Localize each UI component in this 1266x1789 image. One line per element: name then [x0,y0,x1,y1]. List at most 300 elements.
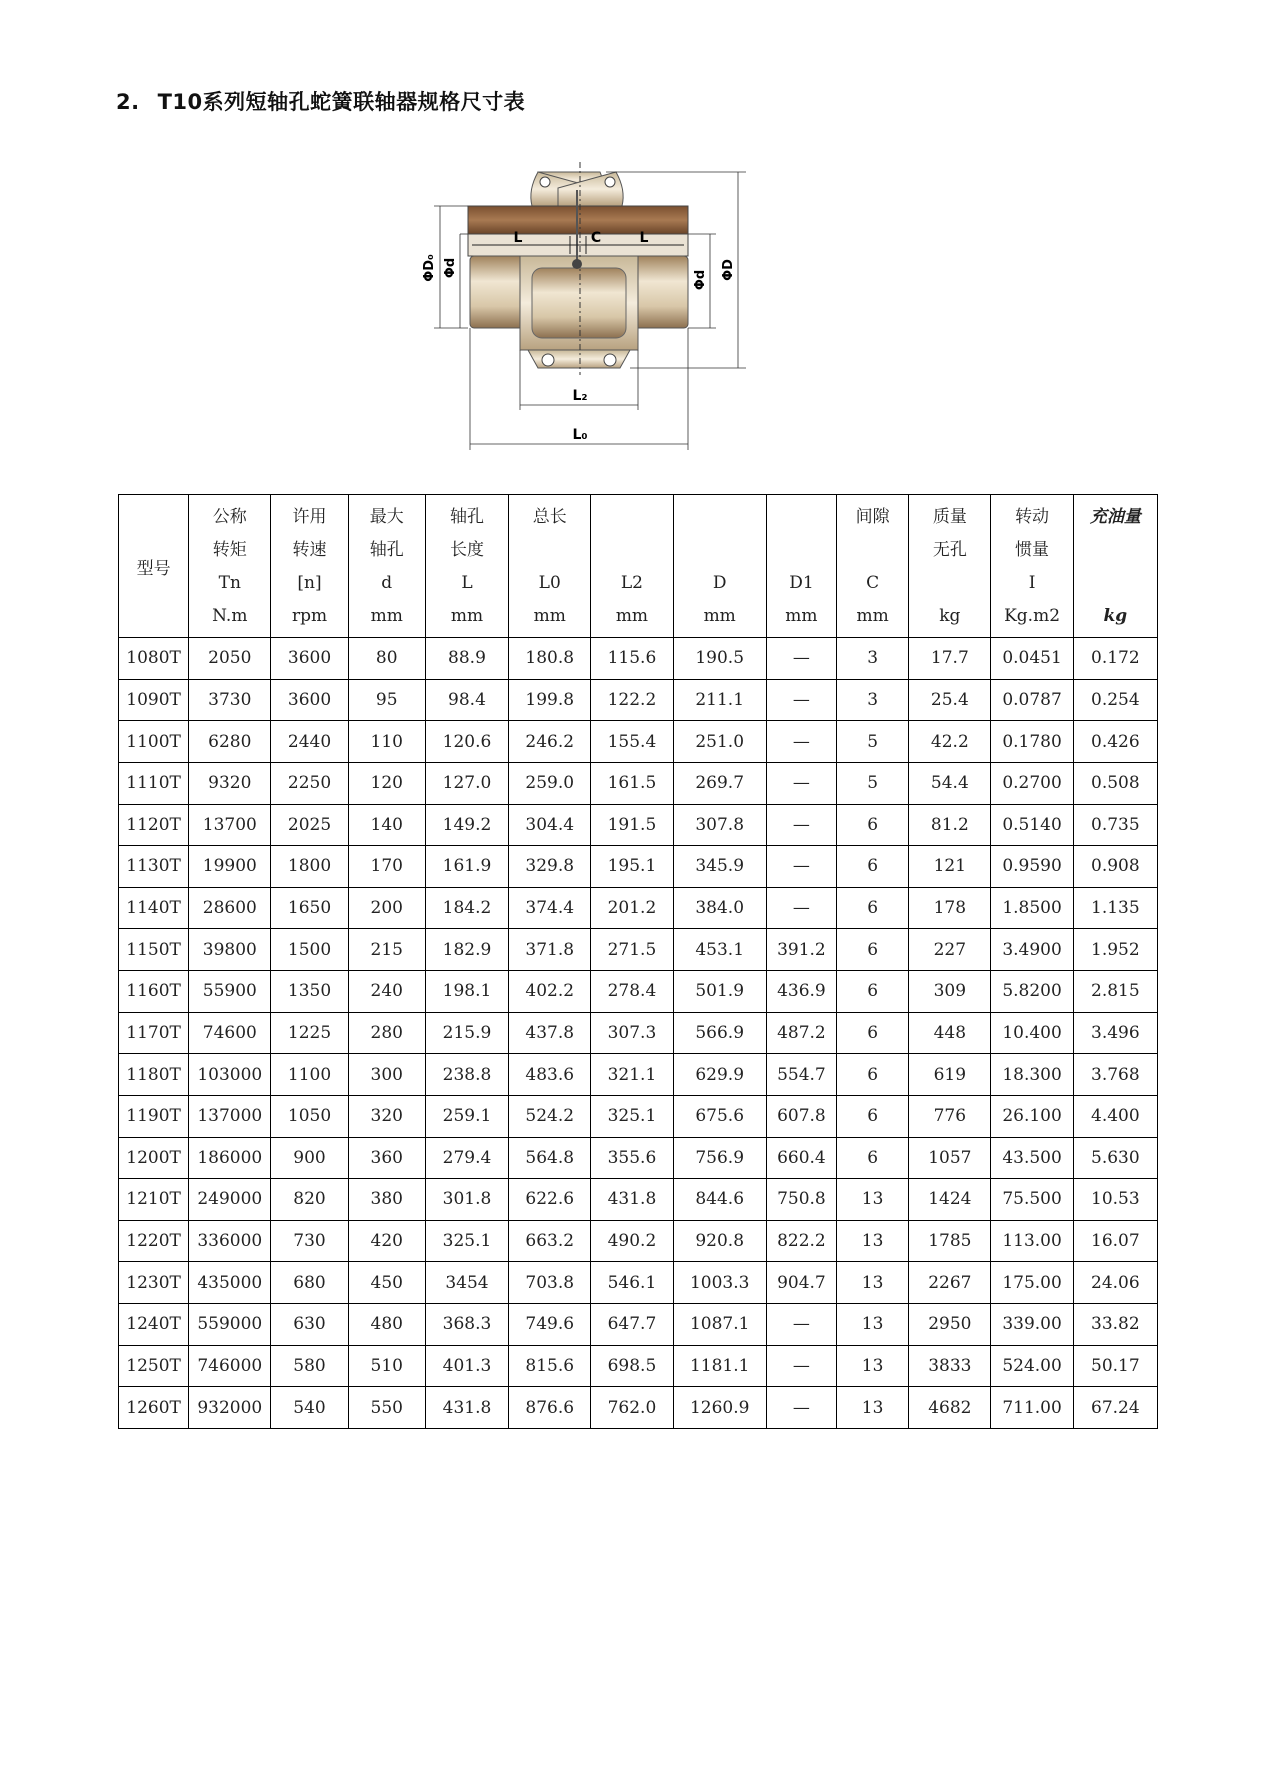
label-d-right: Φd [693,269,708,291]
value-cell: 1003.3 [673,1262,766,1304]
value-cell: 3 [837,638,909,680]
header-line: 公称 [212,507,247,527]
value-cell: 321.1 [591,1054,673,1096]
coupling-drawing [420,160,840,480]
value-cell: 1500 [271,929,348,971]
value-cell: 4682 [909,1387,991,1429]
value-cell: 4.400 [1073,1095,1157,1137]
value-cell: 6 [837,846,909,888]
value-cell: 420 [348,1220,425,1262]
value-cell: 6 [837,929,909,971]
value-cell: 13 [837,1304,909,1346]
value-cell: 0.908 [1073,846,1157,888]
value-cell: 28600 [189,887,271,929]
value-cell: 431.8 [591,1179,673,1221]
value-cell: 3 [837,679,909,721]
value-cell: 120.6 [425,721,508,763]
value-cell: 195.1 [591,846,673,888]
header-line: 间隙 [855,507,890,527]
value-cell: 26.100 [991,1095,1073,1137]
value-cell: 0.735 [1073,804,1157,846]
value-cell: 3600 [271,679,348,721]
value-cell: 259.1 [425,1095,508,1137]
header-cell [189,495,271,638]
value-cell: 137000 [189,1095,271,1137]
value-cell: 3.4900 [991,929,1073,971]
model-cell: 1150T [119,929,189,971]
value-cell: — [766,1345,836,1387]
table-row [119,971,1158,1013]
model-cell: 1130T [119,846,189,888]
table-row [119,638,1158,680]
value-cell: 13 [837,1262,909,1304]
table-body [119,638,1158,1429]
value-cell: 391.2 [766,929,836,971]
value-cell: 0.0451 [991,638,1073,680]
value-cell: 501.9 [673,971,766,1013]
value-cell: 50.17 [1073,1345,1157,1387]
value-cell: 0.426 [1073,721,1157,763]
table-row [119,1345,1158,1387]
value-cell: 103000 [189,1054,271,1096]
value-cell: 18.300 [991,1054,1073,1096]
value-cell: 215 [348,929,425,971]
model-cell: 1140T [119,887,189,929]
page-title [116,86,525,116]
value-cell: 564.8 [509,1137,591,1179]
header-cell [909,495,991,638]
value-cell: 13 [837,1345,909,1387]
model-cell: 1120T [119,804,189,846]
value-cell: 546.1 [591,1262,673,1304]
value-cell: 269.7 [673,762,766,804]
table-row [119,762,1158,804]
model-cell: 1230T [119,1262,189,1304]
header-line: 充油量 [1089,507,1141,527]
value-cell: — [766,721,836,763]
header-line: N.m [212,606,248,626]
value-cell: 647.7 [591,1304,673,1346]
value-cell: 271.5 [591,929,673,971]
value-cell: 1.135 [1073,887,1157,929]
header-cell [271,495,348,638]
value-cell: 756.9 [673,1137,766,1179]
value-cell: 619 [909,1054,991,1096]
header-line: Kg.m2 [1004,606,1061,626]
value-cell: 437.8 [509,1012,591,1054]
header-line: L [461,573,473,593]
value-cell: 904.7 [766,1262,836,1304]
value-cell: 1057 [909,1137,991,1179]
value-cell: 43.500 [991,1137,1073,1179]
table-row [119,846,1158,888]
value-cell: 524.00 [991,1345,1073,1387]
value-cell: 182.9 [425,929,508,971]
value-cell: 401.3 [425,1345,508,1387]
label-d-left: Φd [443,257,458,279]
value-cell: 301.8 [425,1179,508,1221]
table-row [119,1179,1158,1221]
value-cell: 932000 [189,1387,271,1429]
value-cell: 279.4 [425,1137,508,1179]
value-cell: 5.8200 [991,971,1073,1013]
header-line: mm [856,606,889,626]
value-cell: 0.9590 [991,846,1073,888]
table-row [119,1095,1158,1137]
value-cell: 5 [837,721,909,763]
value-cell: 487.2 [766,1012,836,1054]
value-cell: 55900 [189,971,271,1013]
header-line: d [381,573,393,593]
value-cell: 300 [348,1054,425,1096]
value-cell: 2025 [271,804,348,846]
label-L0: L₀ [572,427,588,443]
header-line: mm [703,606,736,626]
header-line: 轴孔 [449,507,484,527]
value-cell: 307.8 [673,804,766,846]
value-cell: 155.4 [591,721,673,763]
header-line: [n] [297,573,322,593]
value-cell: 1424 [909,1179,991,1221]
value-cell: 380 [348,1179,425,1221]
value-cell: 6 [837,1012,909,1054]
value-cell: 436.9 [766,971,836,1013]
model-cell: 1080T [119,638,189,680]
value-cell: 13 [837,1387,909,1429]
value-cell: 67.24 [1073,1387,1157,1429]
value-cell: 329.8 [509,846,591,888]
header-line: 质量 [932,507,967,527]
value-cell: 402.2 [509,971,591,1013]
value-cell: 339.00 [991,1304,1073,1346]
value-cell: 368.3 [425,1304,508,1346]
value-cell: 227 [909,929,991,971]
header-line: rpm [291,606,328,626]
value-cell: 127.0 [425,762,508,804]
value-cell: 75.500 [991,1179,1073,1221]
value-cell: 0.1780 [991,721,1073,763]
value-cell: 190.5 [673,638,766,680]
value-cell: 251.0 [673,721,766,763]
table-row [119,929,1158,971]
value-cell: 815.6 [509,1345,591,1387]
value-cell: 42.2 [909,721,991,763]
label-C: C [590,230,602,246]
table-row [119,679,1158,721]
value-cell: 140 [348,804,425,846]
value-cell: — [766,804,836,846]
value-cell: 211.1 [673,679,766,721]
model-cell: 1210T [119,1179,189,1221]
value-cell: 480 [348,1304,425,1346]
value-cell: 95 [348,679,425,721]
label-L-left: L [513,230,523,246]
model-cell: 1260T [119,1387,189,1429]
table-row [119,1054,1158,1096]
value-cell: 450 [348,1262,425,1304]
value-cell: 33.82 [1073,1304,1157,1346]
value-cell: 1350 [271,971,348,1013]
value-cell: — [766,1387,836,1429]
value-cell: 3833 [909,1345,991,1387]
value-cell: 149.2 [425,804,508,846]
value-cell: 25.4 [909,679,991,721]
value-cell: 74600 [189,1012,271,1054]
value-cell: 6 [837,1137,909,1179]
value-cell: 2950 [909,1304,991,1346]
value-cell: 540 [271,1387,348,1429]
value-cell: 703.8 [509,1262,591,1304]
header-line [909,567,990,600]
header-line [767,534,836,567]
value-cell: 259.0 [509,762,591,804]
model-cell: 1180T [119,1054,189,1096]
label-D: ΦD [721,259,736,281]
value-cell: 6 [837,804,909,846]
value-cell: 200 [348,887,425,929]
header-line [674,534,766,567]
header-line: 转矩 [212,540,247,560]
value-cell: 13700 [189,804,271,846]
value-cell: 431.8 [425,1387,508,1429]
value-cell: 54.4 [909,762,991,804]
value-cell: 524.2 [509,1095,591,1137]
value-cell: 0.0787 [991,679,1073,721]
model-cell: 1190T [119,1095,189,1137]
value-cell: 746000 [189,1345,271,1387]
value-cell: 448 [909,1012,991,1054]
table-row [119,804,1158,846]
value-cell: 1650 [271,887,348,929]
value-cell: 566.9 [673,1012,766,1054]
value-cell: 580 [271,1345,348,1387]
header-line: 最大 [369,507,404,527]
header-line [1074,534,1157,567]
value-cell: 776 [909,1095,991,1137]
value-cell: 80 [348,638,425,680]
value-cell: 98.4 [425,679,508,721]
value-cell: 384.0 [673,887,766,929]
value-cell: 16.07 [1073,1220,1157,1262]
value-cell: 161.5 [591,762,673,804]
value-cell: 550 [348,1387,425,1429]
value-cell: 215.9 [425,1012,508,1054]
header-cell [991,495,1073,638]
value-cell: 178 [909,887,991,929]
value-cell: 3454 [425,1262,508,1304]
value-cell: 198.1 [425,971,508,1013]
header-line: kg [939,606,961,626]
value-cell: 822.2 [766,1220,836,1262]
value-cell: — [766,679,836,721]
value-cell: 113.00 [991,1220,1073,1262]
value-cell: 1225 [271,1012,348,1054]
value-cell: 0.2700 [991,762,1073,804]
header-line [591,501,672,534]
value-cell: 0.508 [1073,762,1157,804]
header-line: C [866,573,880,593]
value-cell: 186000 [189,1137,271,1179]
value-cell: 900 [271,1137,348,1179]
header-line: L0 [538,573,561,593]
value-cell: 762.0 [591,1387,673,1429]
value-cell: 249000 [189,1179,271,1221]
value-cell: 336000 [189,1220,271,1262]
label-D0: ΦD₀ [422,254,437,282]
model-cell: 1110T [119,762,189,804]
header-cell [837,495,909,638]
table-row [119,1137,1158,1179]
value-cell: 607.8 [766,1095,836,1137]
value-cell: 510 [348,1345,425,1387]
value-cell: 2.815 [1073,971,1157,1013]
model-cell: 1160T [119,971,189,1013]
value-cell: 238.8 [425,1054,508,1096]
spec-table [118,494,1158,1429]
value-cell: 0.254 [1073,679,1157,721]
value-cell: 0.172 [1073,638,1157,680]
value-cell: 6 [837,1054,909,1096]
value-cell: 201.2 [591,887,673,929]
header-line [591,534,672,567]
header-line: Tn [218,573,241,593]
model-cell: 1200T [119,1137,189,1179]
value-cell: — [766,887,836,929]
value-cell: 680 [271,1262,348,1304]
value-cell: 81.2 [909,804,991,846]
header-line: 许用 [292,507,327,527]
value-cell: 309 [909,971,991,1013]
header-line: D1 [789,573,814,593]
table-row [119,1387,1158,1429]
model-cell: 1250T [119,1345,189,1387]
value-cell: 24.06 [1073,1262,1157,1304]
header-cell [509,495,591,638]
section-number: 2. [116,90,140,114]
value-cell: 5.630 [1073,1137,1157,1179]
header-line: 无孔 [932,540,967,560]
table-row [119,1262,1158,1304]
header-line: I [1028,573,1036,593]
value-cell: 453.1 [673,929,766,971]
value-cell: — [766,762,836,804]
value-cell: 9320 [189,762,271,804]
header-cell [425,495,508,638]
value-cell: 663.2 [509,1220,591,1262]
value-cell: 320 [348,1095,425,1137]
value-cell: 6 [837,971,909,1013]
value-cell: 3730 [189,679,271,721]
header-line: 惯量 [1015,540,1050,560]
value-cell: 630 [271,1304,348,1346]
header-line [767,501,836,534]
model-cell: 1240T [119,1304,189,1346]
value-cell: 2440 [271,721,348,763]
value-cell: 6 [837,887,909,929]
value-cell: 246.2 [509,721,591,763]
header-line [1074,567,1157,600]
value-cell: 483.6 [509,1054,591,1096]
header-line: mm [370,606,403,626]
value-cell: 17.7 [909,638,991,680]
header-line [674,501,766,534]
header-line: L2 [620,573,643,593]
value-cell: 629.9 [673,1054,766,1096]
value-cell: — [766,846,836,888]
header-line: 轴孔 [369,540,404,560]
value-cell: 355.6 [591,1137,673,1179]
value-cell: 1100 [271,1054,348,1096]
model-cell: 1100T [119,721,189,763]
value-cell: 121 [909,846,991,888]
value-cell: 6280 [189,721,271,763]
header-cell [591,495,673,638]
table-row [119,1012,1158,1054]
label-L-right: L [639,230,649,246]
model-cell: 1090T [119,679,189,721]
value-cell: 1087.1 [673,1304,766,1346]
value-cell: 345.9 [673,846,766,888]
value-cell: 180.8 [509,638,591,680]
value-cell: 10.53 [1073,1179,1157,1221]
value-cell: 711.00 [991,1387,1073,1429]
value-cell: 39800 [189,929,271,971]
header-model: 型号 [119,495,189,638]
value-cell: 304.4 [509,804,591,846]
value-cell: 325.1 [425,1220,508,1262]
header-line: mm [533,606,566,626]
value-cell: 1.952 [1073,929,1157,971]
value-cell: 1.8500 [991,887,1073,929]
value-cell: 749.6 [509,1304,591,1346]
header-line: mm [785,606,818,626]
header-cell [766,495,836,638]
header-line: mm [615,606,649,626]
value-cell: 1260.9 [673,1387,766,1429]
value-cell: 115.6 [591,638,673,680]
value-cell: 120 [348,762,425,804]
header-line: 长度 [449,540,484,560]
value-cell: 191.5 [591,804,673,846]
table-row [119,721,1158,763]
header-line: D [712,573,727,593]
value-cell: 280 [348,1012,425,1054]
value-cell: 622.6 [509,1179,591,1221]
value-cell: 675.6 [673,1095,766,1137]
model-cell: 1170T [119,1012,189,1054]
value-cell: 750.8 [766,1179,836,1221]
value-cell: 13 [837,1220,909,1262]
value-cell: 278.4 [591,971,673,1013]
value-cell: 175.00 [991,1262,1073,1304]
header-line: mm [450,606,484,626]
value-cell: 559000 [189,1304,271,1346]
value-cell: 5 [837,762,909,804]
value-cell: 1785 [909,1220,991,1262]
table-row [119,1304,1158,1346]
value-cell: 2050 [189,638,271,680]
value-cell: 3600 [271,638,348,680]
value-cell: 19900 [189,846,271,888]
value-cell: 199.8 [509,679,591,721]
value-cell: 490.2 [591,1220,673,1262]
value-cell: 110 [348,721,425,763]
value-cell: 6 [837,1095,909,1137]
value-cell: 161.9 [425,846,508,888]
header-line: kg [1103,606,1128,626]
value-cell: 374.4 [509,887,591,929]
table-header-row [119,495,1158,638]
